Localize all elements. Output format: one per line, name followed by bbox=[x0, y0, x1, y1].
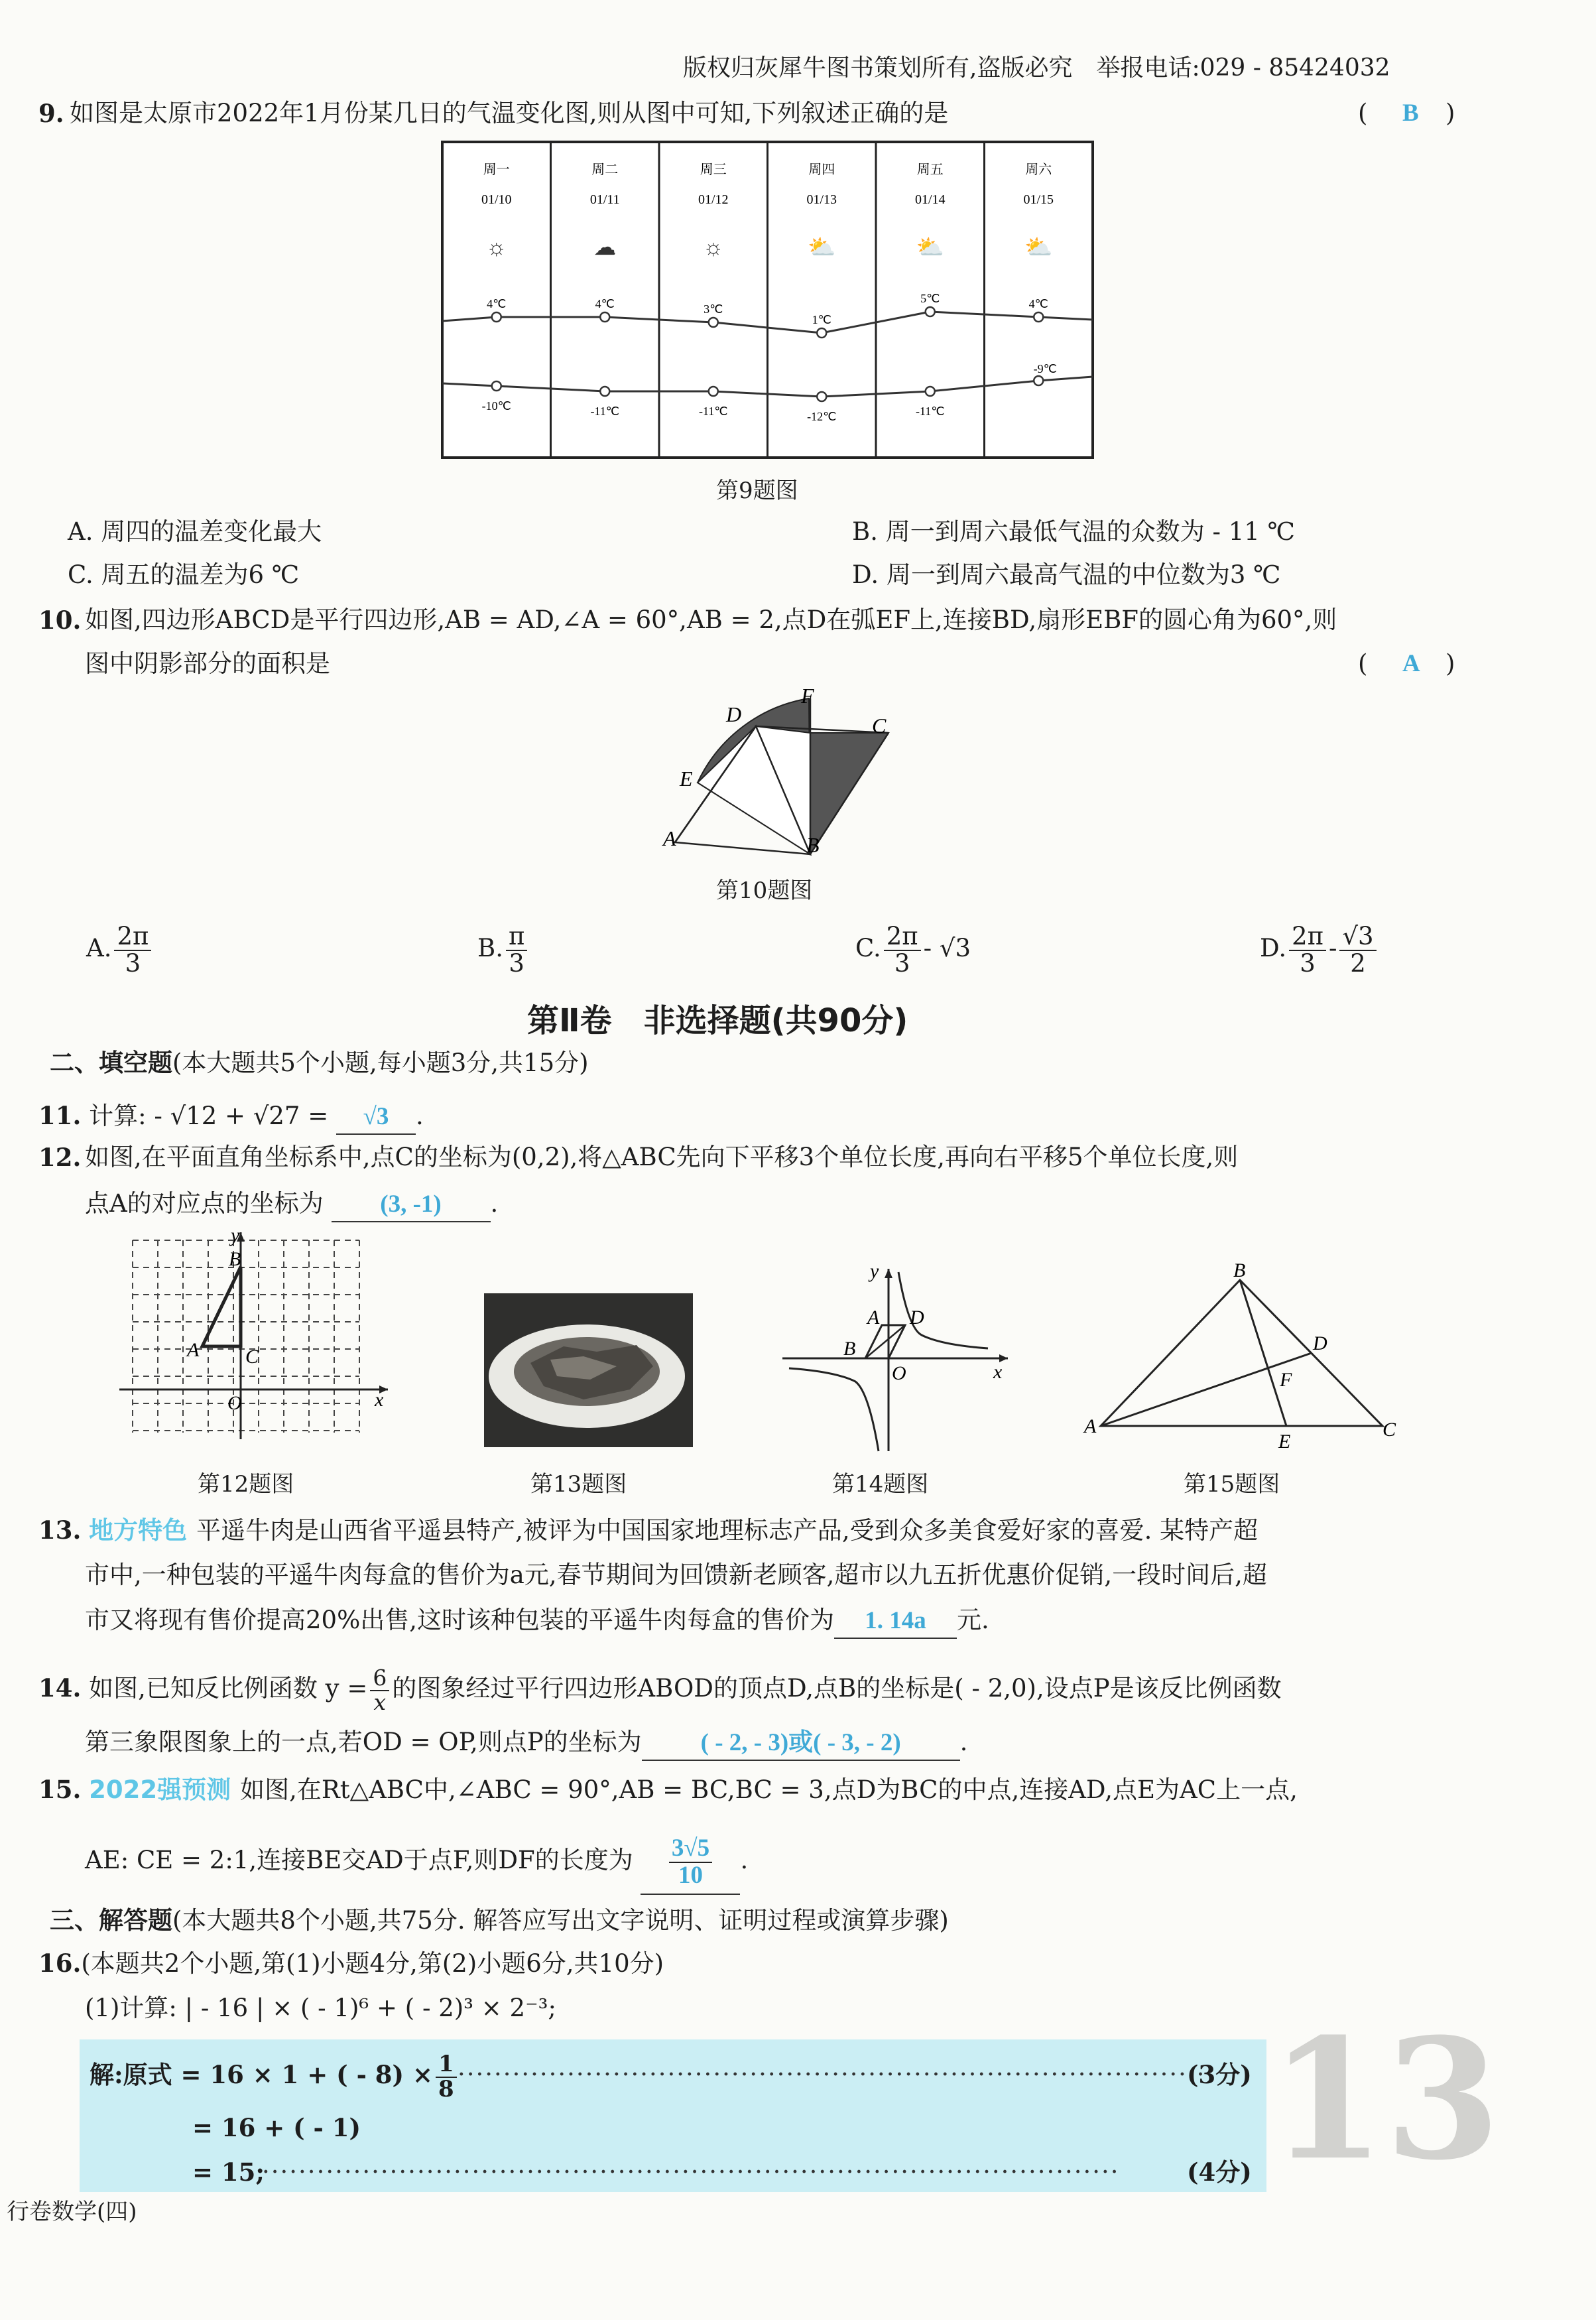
q16-sol-line2: = 16 + ( - 1) bbox=[192, 2113, 361, 2142]
q16-header: 16.(本题共2个小题,第(1)小题4分,第(2)小题6分,共10分) bbox=[38, 1949, 664, 1978]
q16-dots-1: ·················································································· bbox=[458, 2060, 1206, 2089]
q9-option-d: D. 周一到周六最高气温的中位数为3 ℃ bbox=[852, 560, 1281, 589]
q9-low-label: -11℃ bbox=[698, 405, 728, 418]
q9-day-label: 周六 bbox=[1025, 162, 1052, 177]
q9-high-label: 4℃ bbox=[1028, 297, 1048, 310]
q10-option-a: A. $\frac{2\pi}{3}$ bbox=[86, 919, 154, 978]
q14-line1: 14. 如图,已知反比例函数 y = $\frac{6}{x}$ 的图象经过平行四边形ABOD的顶点D,点B的坐标是( - 2,0),设点P是该反比例函数 bbox=[38, 1664, 1282, 1715]
q9-paren-open: ( bbox=[1358, 99, 1368, 127]
fill-in-section: 二、填空题(本大题共5个小题,每小题3分,共15分) bbox=[50, 1048, 589, 1077]
q12-line2: 点A的对应点的坐标为 (3, -1) . bbox=[85, 1187, 498, 1222]
q9-stem: 如图是太原市2022年1月份某几日的气温变化图,则从图中可知,下列叙述正确的是 bbox=[70, 99, 949, 127]
footer-title: 行卷数学(四) bbox=[7, 2199, 137, 2225]
q12-label-b: B bbox=[229, 1248, 241, 1270]
q9-high-point bbox=[1034, 312, 1043, 322]
q12-line1: 如图,在平面直角坐标系中,点C的坐标为(0,2),将△ABC先向下平移3个单位长度,再向右平移5个单位长度,则 bbox=[85, 1143, 1239, 1171]
q9-low-label: -9℃ bbox=[1033, 362, 1057, 375]
q9-high-point bbox=[492, 312, 501, 322]
q10-number: 10. bbox=[38, 606, 82, 635]
q12-figure bbox=[119, 1227, 398, 1446]
q13-tag: 地方特色 bbox=[89, 1516, 188, 1545]
q9-paren-close: ) bbox=[1445, 99, 1455, 127]
q14-caption: 第14题图 bbox=[832, 1471, 929, 1498]
q9-high-label: 5℃ bbox=[920, 292, 940, 305]
q14-line2: 第三象限图象上的一点,若OD = OP,则点P的坐标为 ( - 2, - 3)或( - 3, - 2) . bbox=[85, 1726, 967, 1761]
q9-low-point bbox=[817, 392, 826, 401]
solve-section: 三、解答题(本大题共8个小题,共75分. 解答应写出文字说明、证明过程或演算步骤) bbox=[50, 1905, 949, 1935]
q16-dots-2: ······························································································ bbox=[262, 2158, 1120, 2186]
q14-label-d: D bbox=[910, 1307, 924, 1328]
q12-label-y: y bbox=[231, 1227, 240, 1246]
page-number: 13 bbox=[1270, 2002, 1501, 2197]
q9-low-label: -11℃ bbox=[590, 405, 620, 418]
q14-label-a: A bbox=[867, 1307, 880, 1328]
q15-label-a: A bbox=[1084, 1415, 1097, 1437]
q9-day-label: 周五 bbox=[916, 162, 944, 177]
weather-icon: ☁ bbox=[593, 235, 617, 260]
q15-answer-den: 10 bbox=[678, 1861, 703, 1889]
q16-score-2: (4分) bbox=[1187, 2158, 1252, 2187]
q12-label-a: A bbox=[187, 1339, 200, 1361]
q13-caption: 第13题图 bbox=[530, 1471, 627, 1498]
q9-number: 9. bbox=[38, 99, 64, 128]
q14-figure bbox=[782, 1265, 1021, 1454]
q9-date-label: 01/13 bbox=[806, 192, 837, 207]
q9-low-label: -11℃ bbox=[915, 405, 945, 418]
q12-answer: (3, -1) bbox=[380, 1191, 442, 1218]
q9-high-label: 4℃ bbox=[487, 297, 507, 310]
q14-label-x: x bbox=[993, 1361, 1003, 1383]
q12-label-o: O bbox=[227, 1392, 242, 1414]
q9-option-c: C. 周五的温差为6 ℃ bbox=[68, 560, 300, 589]
q9-high-label: 3℃ bbox=[704, 302, 723, 316]
q9-answer: B bbox=[1402, 99, 1419, 127]
q10-label-e: E bbox=[680, 767, 693, 791]
q9-high-label: 1℃ bbox=[812, 313, 831, 326]
q9-low-point bbox=[1034, 376, 1043, 385]
q9-high-label: 4℃ bbox=[595, 297, 615, 310]
q15-label-c: C bbox=[1382, 1419, 1396, 1441]
q15-label-d: D bbox=[1313, 1332, 1327, 1354]
q9-day-label: 周二 bbox=[591, 162, 619, 177]
q11-answer: √3 bbox=[363, 1103, 389, 1130]
q13-photo bbox=[484, 1293, 693, 1447]
weather-icon: ☼ bbox=[486, 235, 507, 260]
copyright-notice: 版权归灰犀牛图书策划所有,盗版必究 举报电话:029 - 85424032 bbox=[683, 54, 1390, 82]
q16-sol-line3: = 15; bbox=[192, 2158, 265, 2187]
q9-high-point bbox=[817, 328, 826, 338]
q9-low-label: -10℃ bbox=[481, 399, 511, 413]
q12-label-x: x bbox=[375, 1389, 384, 1411]
q12-number: 12. bbox=[38, 1143, 82, 1172]
q9-day-label: 周四 bbox=[808, 162, 835, 177]
q16-sol-line1: 解:原式 = 16 × 1 + ( - 8) × $\frac{1}{8}$ bbox=[90, 2043, 460, 2106]
q13-answer: 1. 14a bbox=[865, 1607, 926, 1634]
q16-score-1: (3分) bbox=[1187, 2060, 1252, 2089]
q15-label-e: E bbox=[1278, 1431, 1291, 1452]
q9-option-b: B. 周一到周六最低气温的众数为 - 11 ℃ bbox=[852, 517, 1295, 546]
weather-icon: ⛅ bbox=[1024, 235, 1053, 260]
q9-day-label: 周一 bbox=[483, 162, 510, 177]
part2-title: 第Ⅱ卷 非选择题(共90分) bbox=[527, 1002, 908, 1039]
q10-figure bbox=[656, 686, 922, 869]
q16-part1: (1)计算: | - 16 | × ( - 1)⁶ + ( - 2)³ × 2⁻³; bbox=[85, 1994, 556, 2022]
q9-high-point bbox=[709, 318, 718, 327]
q10-label-b: B bbox=[806, 833, 820, 857]
q9-high-point bbox=[926, 307, 935, 316]
q9-option-a: A. 周四的温差变化最大 bbox=[68, 517, 322, 546]
q13-line2: 市中,一种包装的平遥牛肉每盒的售价为a元,春节期间为回馈新老顾客,超市以九五折优惠价促销,一段时间后,超 bbox=[85, 1561, 1267, 1589]
q15-label-f: F bbox=[1280, 1369, 1292, 1391]
q9-low-point bbox=[600, 387, 609, 396]
q15-figure bbox=[1081, 1263, 1406, 1452]
q15-label-b: B bbox=[1233, 1263, 1246, 1281]
q10-caption: 第10题图 bbox=[716, 877, 813, 904]
q10-paren-close: ) bbox=[1445, 649, 1455, 678]
q9-low-label: -12℃ bbox=[807, 410, 837, 423]
q12-label-c: C bbox=[245, 1346, 259, 1368]
q9-date-label: 01/11 bbox=[589, 192, 620, 207]
q9-weather-chart bbox=[441, 141, 1094, 459]
q10-line1: 如图,四边形ABCD是平行四边形,AB = AD,∠A = 60°,AB = 2,点D在弧EF上,连接BD,扇形EBF的圆心角为60°,则 bbox=[85, 606, 1337, 634]
q15-line1: 15. 2022强预测 如图,在Rt△ABC中,∠ABC = 90°,AB = BC,BC = 3,点D为BC的中点,连接AD,点E为AC上一点, bbox=[38, 1773, 1298, 1807]
q10-label-a: A bbox=[663, 826, 676, 850]
q9-date-label: 01/14 bbox=[914, 192, 946, 207]
q10-option-d: D. $\frac{2\pi}{3}$ - $\frac{√3}{2}$ bbox=[1260, 919, 1379, 978]
weather-icon: ⛅ bbox=[916, 235, 944, 260]
q10-option-c: C. $\frac{2\pi}{3}$ - √3 bbox=[855, 921, 971, 978]
q9-date-label: 01/12 bbox=[698, 192, 729, 207]
q14-label-b: B bbox=[843, 1338, 856, 1360]
q10-answer: A bbox=[1402, 650, 1420, 677]
q9-caption: 第9题图 bbox=[716, 478, 798, 504]
q9-date-label: 01/10 bbox=[481, 192, 512, 207]
q9-day-label: 周三 bbox=[700, 162, 727, 177]
weather-icon: ☼ bbox=[703, 235, 724, 260]
q10-line2: 图中阴影部分的面积是 bbox=[85, 649, 330, 678]
q12-caption: 第12题图 bbox=[198, 1471, 294, 1498]
q13-line3: 市又将现有售价提高20%出售,这时该种包装的平遥牛肉每盒的售价为 1. 14a 元. bbox=[85, 1604, 989, 1639]
q9-date-label: 01/15 bbox=[1023, 192, 1054, 207]
q10-label-c: C bbox=[872, 714, 887, 738]
q15-answer-num: 3√5 bbox=[669, 1836, 712, 1863]
q15-line2: AE: CE = 2:1,连接BE交AD于点F,则DF的长度为 $\frac{3√5}{10}$ . bbox=[85, 1827, 748, 1895]
q9-low-point bbox=[492, 381, 501, 391]
q11: 11. 计算: - √12 + √27 = √3 . bbox=[38, 1099, 424, 1135]
q13-line1: 13. 地方特色 平遥牛肉是山西省平遥县特产,被评为中国国家地理标志产品,受到众多美食爱好家的喜爱. 某特产超 bbox=[38, 1514, 1258, 1547]
q14-answer: ( - 2, - 3)或( - 3, - 2) bbox=[700, 1729, 901, 1756]
q9-high-point bbox=[600, 312, 609, 322]
q9-low-point bbox=[709, 387, 718, 396]
q10-label-f: F bbox=[801, 686, 814, 708]
q14-label-o: O bbox=[892, 1362, 906, 1384]
q10-label-d: D bbox=[726, 702, 742, 726]
weather-icon: ⛅ bbox=[808, 235, 836, 260]
q10-paren-open: ( bbox=[1358, 649, 1368, 678]
q14-label-y: y bbox=[870, 1265, 879, 1282]
q15-caption: 第15题图 bbox=[1184, 1471, 1280, 1498]
q15-tag: 2022强预测 bbox=[89, 1775, 231, 1804]
q9-low-point bbox=[926, 387, 935, 396]
q10-option-b: B. $\frac{\pi}{3}$ bbox=[477, 919, 530, 978]
